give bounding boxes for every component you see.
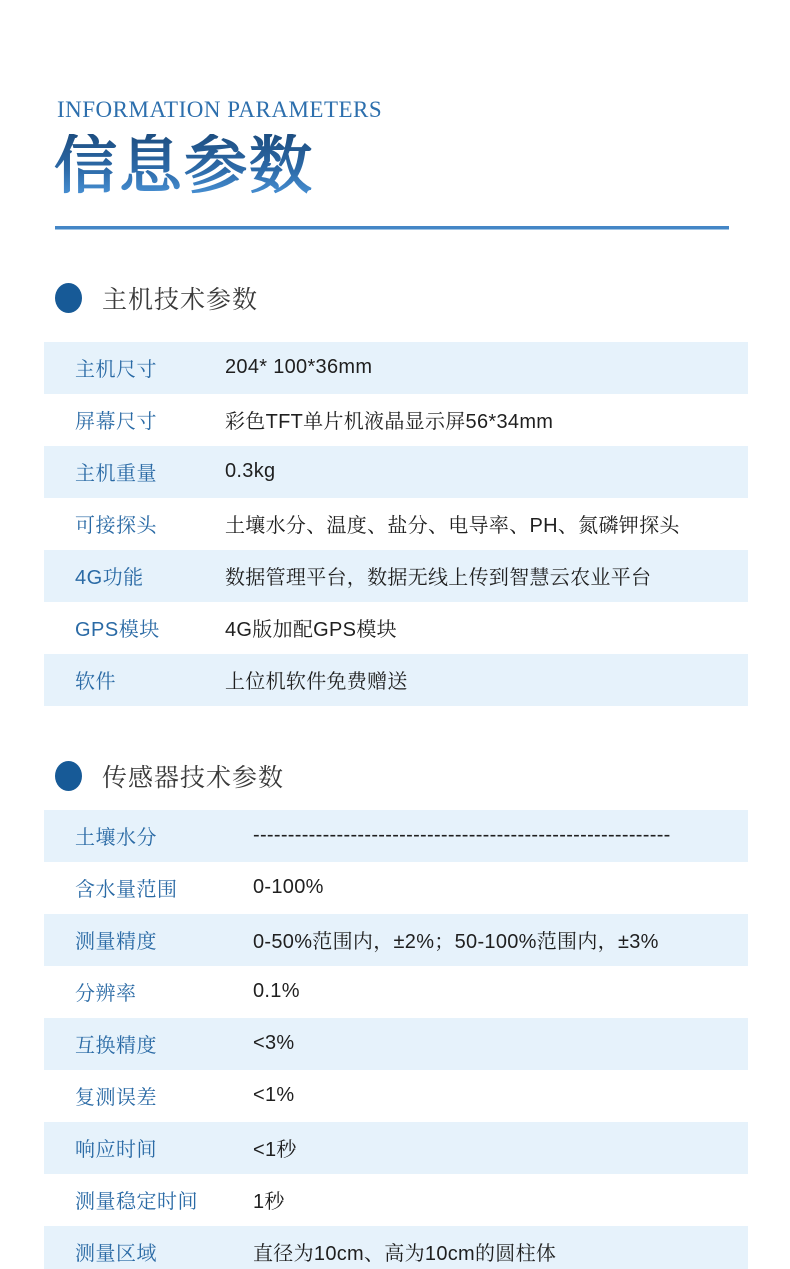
spec-value: <1% xyxy=(253,1084,295,1107)
spec-value: 0-100% xyxy=(253,876,324,899)
spec-row xyxy=(44,394,748,446)
page-title: 信息参数 xyxy=(54,134,790,198)
spec-row xyxy=(44,1018,748,1070)
spec-row xyxy=(44,914,748,966)
spec-row xyxy=(44,550,748,602)
spec-row xyxy=(44,446,748,498)
spec-value: 彩色TFT单片机液晶显示屏56*34mm xyxy=(225,411,554,434)
section-title: 主机技术参数 xyxy=(102,285,259,314)
spec-label: 屏幕尺寸 xyxy=(75,411,157,434)
spec-label: 响应时间 xyxy=(75,1139,157,1162)
spec-value: 0.1% xyxy=(253,980,300,1003)
title-divider xyxy=(55,226,729,230)
spec-value: 0.3kg xyxy=(225,460,276,483)
spec-value: 0-50%范围内，±2%；50-100%范围内，±3% xyxy=(253,931,659,954)
section-bullet-icon xyxy=(55,761,82,791)
spec-value: 1秒 xyxy=(253,1191,285,1214)
spec-row xyxy=(44,1226,748,1269)
spec-label: 测量精度 xyxy=(75,931,157,954)
spec-row xyxy=(44,1070,748,1122)
spec-value: <3% xyxy=(253,1032,295,1055)
spec-label: 分辨率 xyxy=(75,983,137,1006)
spec-label: 4G功能 xyxy=(75,567,144,590)
spec-value: 土壤水分、温度、盐分、电导率、PH、氮磷钾探头 xyxy=(225,515,680,538)
spec-row xyxy=(44,966,748,1018)
section-header xyxy=(55,758,790,794)
spec-row xyxy=(44,862,748,914)
spec-table xyxy=(44,342,748,706)
spec-value: 直径为10cm、高为10cm的圆柱体 xyxy=(253,1243,557,1266)
spec-label: 可接探头 xyxy=(75,515,157,538)
spec-label: 测量稳定时间 xyxy=(75,1191,198,1214)
section-header xyxy=(55,280,790,316)
spec-value: ------------------------------------------------------------ xyxy=(253,824,671,847)
spec-label: 土壤水分 xyxy=(75,827,157,850)
spec-row xyxy=(44,810,748,862)
spec-value: 数据管理平台，数据无线上传到智慧云农业平台 xyxy=(225,567,652,590)
spec-label: GPS模块 xyxy=(75,619,160,642)
spec-value: 4G版加配GPS模块 xyxy=(225,619,397,642)
section-bullet-icon xyxy=(55,283,82,313)
spec-table xyxy=(44,810,748,1269)
spec-label: 复测误差 xyxy=(75,1087,157,1110)
spec-value: <1秒 xyxy=(253,1139,297,1162)
spec-row xyxy=(44,1174,748,1226)
spec-row xyxy=(44,602,748,654)
spec-label: 主机重量 xyxy=(75,463,157,486)
spec-row xyxy=(44,342,748,394)
spec-row xyxy=(44,654,748,706)
spec-label: 含水量范围 xyxy=(75,879,178,902)
spec-sections xyxy=(0,280,790,1269)
spec-label: 测量区域 xyxy=(75,1243,157,1266)
spec-row xyxy=(44,1122,748,1174)
spec-label: 互换精度 xyxy=(75,1035,157,1058)
spec-value: 上位机软件免费赠送 xyxy=(225,671,408,694)
spec-row xyxy=(44,498,748,550)
spec-label: 软件 xyxy=(75,671,116,694)
spec-value: 204* 100*36mm xyxy=(225,356,373,379)
section-title: 传感器技术参数 xyxy=(102,763,285,792)
spec-label: 主机尺寸 xyxy=(75,359,157,382)
eyebrow-title: INFORMATION PARAMETERS xyxy=(57,97,383,122)
